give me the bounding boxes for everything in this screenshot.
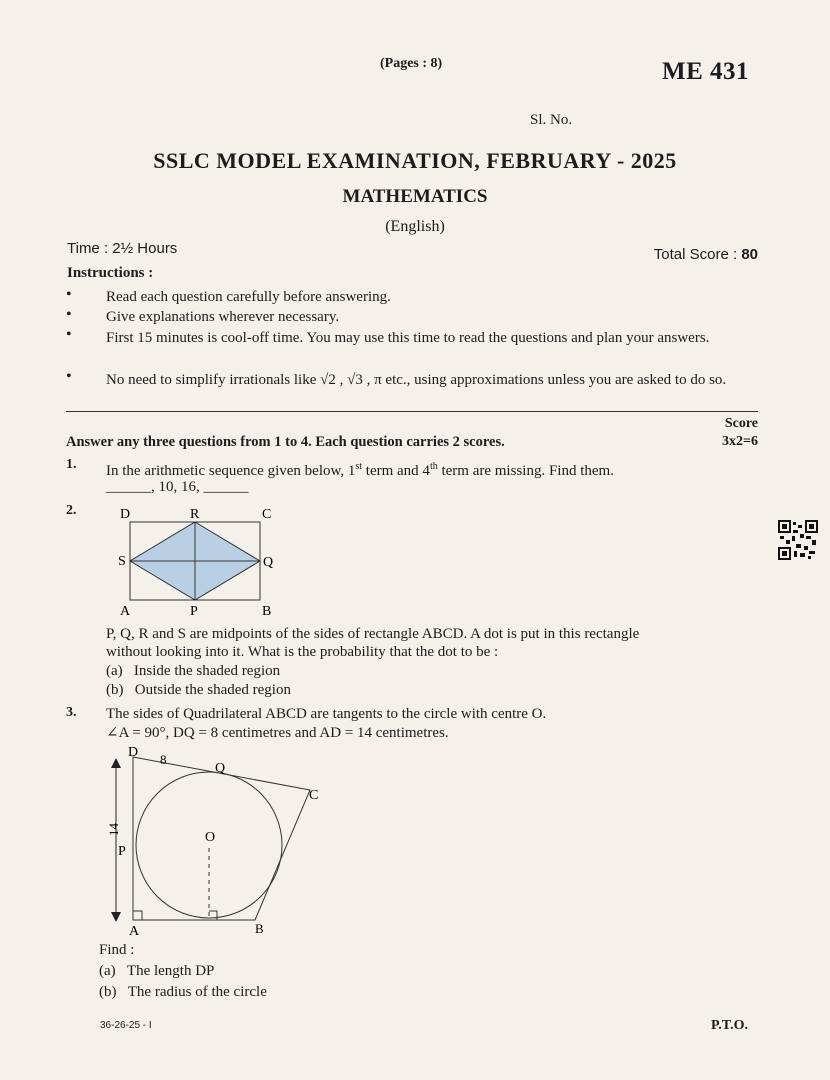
instructions-heading: Instructions : [67,265,154,281]
label-c: C [309,788,319,803]
q1-text-part: term and 4 [362,463,430,479]
label-p: P [190,604,198,619]
q3-option-b [99,983,267,1001]
question-3-text: The sides of Quadrilateral ABCD are tangents to the circle with centre O. [106,706,547,722]
qr-code-icon [778,520,818,560]
arrow-up-icon [111,758,121,768]
bullet-icon: • [66,286,72,303]
exam-title: SSLC MODEL EXAMINATION, FEBRUARY - 2025 [153,148,677,173]
label-p: P [118,844,126,859]
q2-option-a [106,662,280,680]
section-instruction: Answer any three questions from 1 to 4. Each question carries 2 scores. [66,434,505,450]
page-count: (Pages : 8) [380,56,443,71]
option-text: The radius of the circle [127,984,267,1000]
question-1-sequence: ______, 10, 16, ______ [106,479,249,495]
question-2-text: P, Q, R and S are midpoints of the sides of rectangle ABCD. A dot is put in this rectangle [106,626,640,642]
language-label: (English) [385,218,445,235]
arrow-down-icon [111,912,121,922]
instruction-item: No need to simplify irrationals like √2 , √3 , π etc., using approximations unless you are asked to do so. [106,372,727,388]
circle-quadrilateral-diagram [95,740,335,940]
label-q: Q [263,555,274,570]
label-r: R [190,507,200,522]
question-number: 2. [66,503,77,518]
total-score-value: 80 [741,246,758,263]
option-text: The length DP [126,963,215,979]
label-dq-length: 8 [160,752,167,767]
right-angle-mark [133,911,142,920]
option-label: (a) [99,963,116,979]
instruction-item: First 15 minutes is cool-off time. You may use this time to read the questions and plan your answers. [106,330,710,346]
rectangle-diagram [100,500,300,620]
option-label: (b) [99,984,117,1000]
label-q: Q [215,761,226,776]
score-heading: Score [724,416,758,431]
right-angle-mark [209,911,217,920]
label-ad-length: 14 [106,823,121,836]
option-text: Inside the shaded region [133,663,281,679]
quadrilateral-abcd [133,757,310,920]
total-score [654,246,758,263]
instruction-item: Read each question carefully before answering. [106,289,391,305]
subject-title: MATHEMATICS [342,186,488,207]
question-number: 1. [66,457,77,472]
option-label: (a) [106,663,123,679]
option-text: Outside the shaded region [134,682,291,698]
q1-sup: st [355,461,363,472]
q1-sup: th [429,461,438,472]
question-3-text: ∠A = 90°, DQ = 8 centimetres and AD = 14 centimetres. [106,725,449,741]
q1-text-part: In the arithmetic sequence given below, 1 [106,463,356,479]
label-d: D [128,745,139,760]
time-allowed: Time : 2½ Hours [67,240,178,257]
question-1-text [106,458,614,480]
label-o: O [205,830,216,845]
label-d: D [120,507,131,522]
label-a: A [129,924,140,939]
section-marks: 3x2=6 [722,434,758,449]
bullet-icon: • [66,368,72,385]
question-2-text: without looking into it. What is the probability that the dot to be : [106,644,499,660]
label-c: C [262,507,272,522]
divider [66,411,758,412]
label-s: S [118,554,126,569]
exam-code: ME 431 [662,58,750,85]
label-b: B [262,604,272,619]
total-score-label: Total Score : [653,246,742,263]
question-number: 3. [66,705,77,720]
please-turn-over: P.T.O. [711,1018,748,1033]
footer-code: 36-26-25 - I [100,1020,152,1031]
q2-option-b [106,681,291,699]
serial-number-label: Sl. No. [530,112,573,128]
q3-option-a [99,962,214,980]
bullet-icon: • [66,306,72,323]
bullet-icon: • [66,326,72,343]
label-a: A [120,604,131,619]
option-label: (b) [106,682,124,698]
find-label: Find : [99,942,135,958]
q1-text-part: term are missing. Find them. [437,463,614,479]
instruction-item: Give explanations wherever necessary. [106,309,340,325]
label-b: B [255,921,264,936]
